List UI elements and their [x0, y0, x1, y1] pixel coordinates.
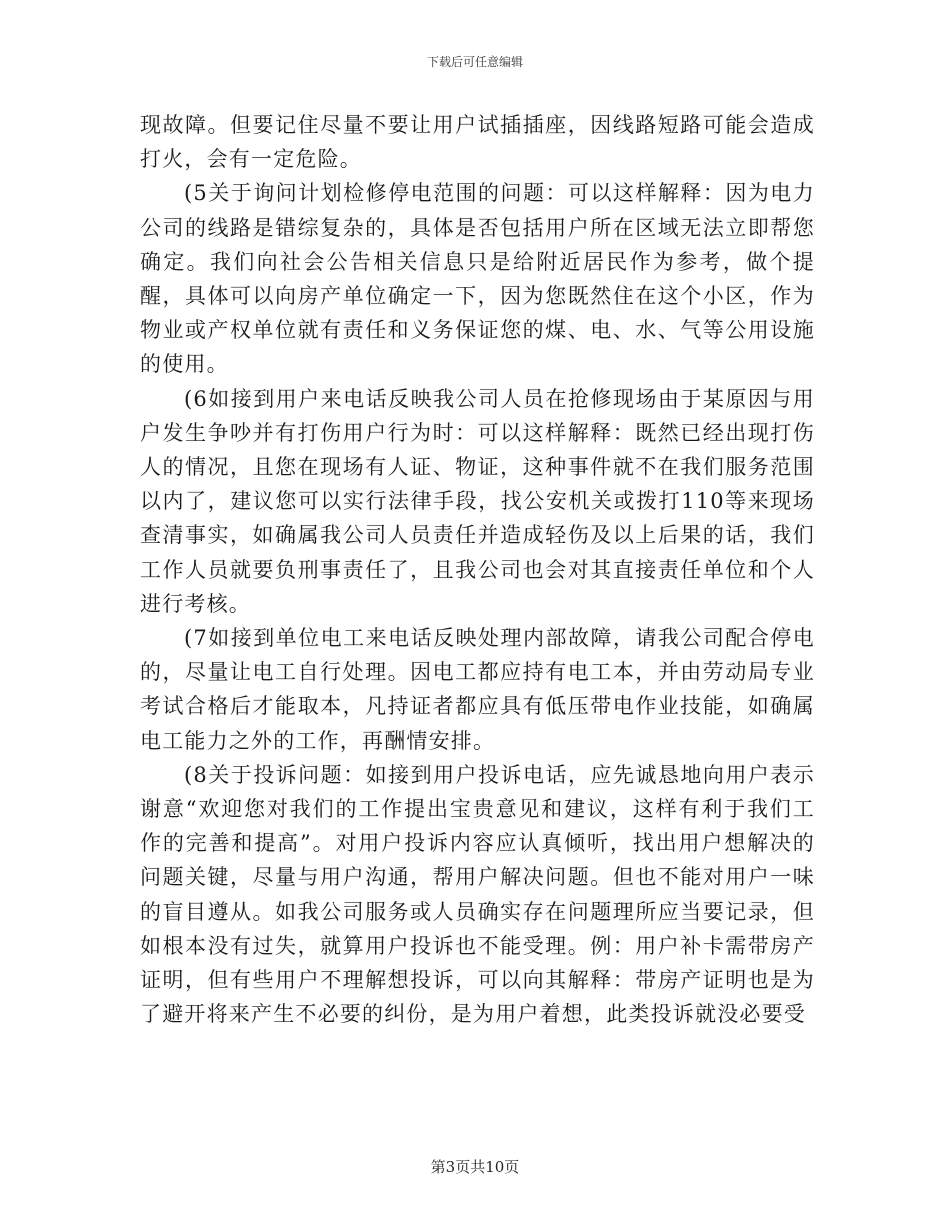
- paragraph-continuation: 现故障。但要记住尽量不要让用户试插插座，因线路短路可能会造成打火，会有一定危险。: [140, 113, 815, 172]
- paragraph-item-7: (7如接到单位电工来电话反映处理内部故障，请我公司配合停电的，尽量让电工自行处理。因电工都应持有电工本，并由劳动局专业考试合格后才能取本，凡持证者都应具有低压带电作业技能，如确属电工能力之外的工作，再酬情安排。: [140, 626, 815, 753]
- page-header: 下载后可任意编辑: [426, 55, 523, 69]
- document-body: [140, 108, 815, 1031]
- page-number: 第3页共10页: [430, 1158, 520, 1176]
- paragraph-item-5: (5关于询问计划检修停电范围的问题：可以这样解释：因为电力公司的线路是错综复杂的，具体是否包括用户所在区域无法立即帮您确定。我们向社会公告相关信息只是给附近居民作为参考，做个提醒，具体可以向房产单位确定一下，因为您既然住在这个小区，作为物业或产权单位就有责任和义务保证您的煤、电、水、气等公用设施的使用。: [140, 181, 815, 377]
- paragraph-item-8: (8关于投诉问题：如接到用户投诉电话，应先诚恳地向用户表示谢意“欢迎您对我们的工作提出宝贵意见和建议，这样有利于我们工作的完善和提高”。对用户投诉内容应认真倾听，找出用户想解决的问题关键，尽量与用户沟通，帮用户解决问题。但也不能对用户一味的盲目遵从。如我公司服务或人员确实存在问题理所应当要记录，但如根本没有过失，就算用户投诉也不能受理。例：用户补卡需带房产证明，但有些用户不理解想投诉，可以向其解释：带房产证明也是为了避开将来产生不必要的纠份，是为用户着想，此类投诉就没必要受: [140, 762, 815, 1027]
- paragraph-item-6: (6如接到用户来电话反映我公司人员在抢修现场由于某原因与用户发生争吵并有打伤用户行为时：可以这样解释：既然已经出现打伤人的情况，且您在现场有人证、物证，这种事件就不在我们服务范围以内了，建议您可以实行法律手段，找公安机关或拨打110等来现场查清事实，如确属我公司人员责任并造成轻伤及以上后果的话，我们工作人员就要负刑事责任了，且我公司也会对其直接责任单位和个人进行考核。: [140, 386, 815, 616]
